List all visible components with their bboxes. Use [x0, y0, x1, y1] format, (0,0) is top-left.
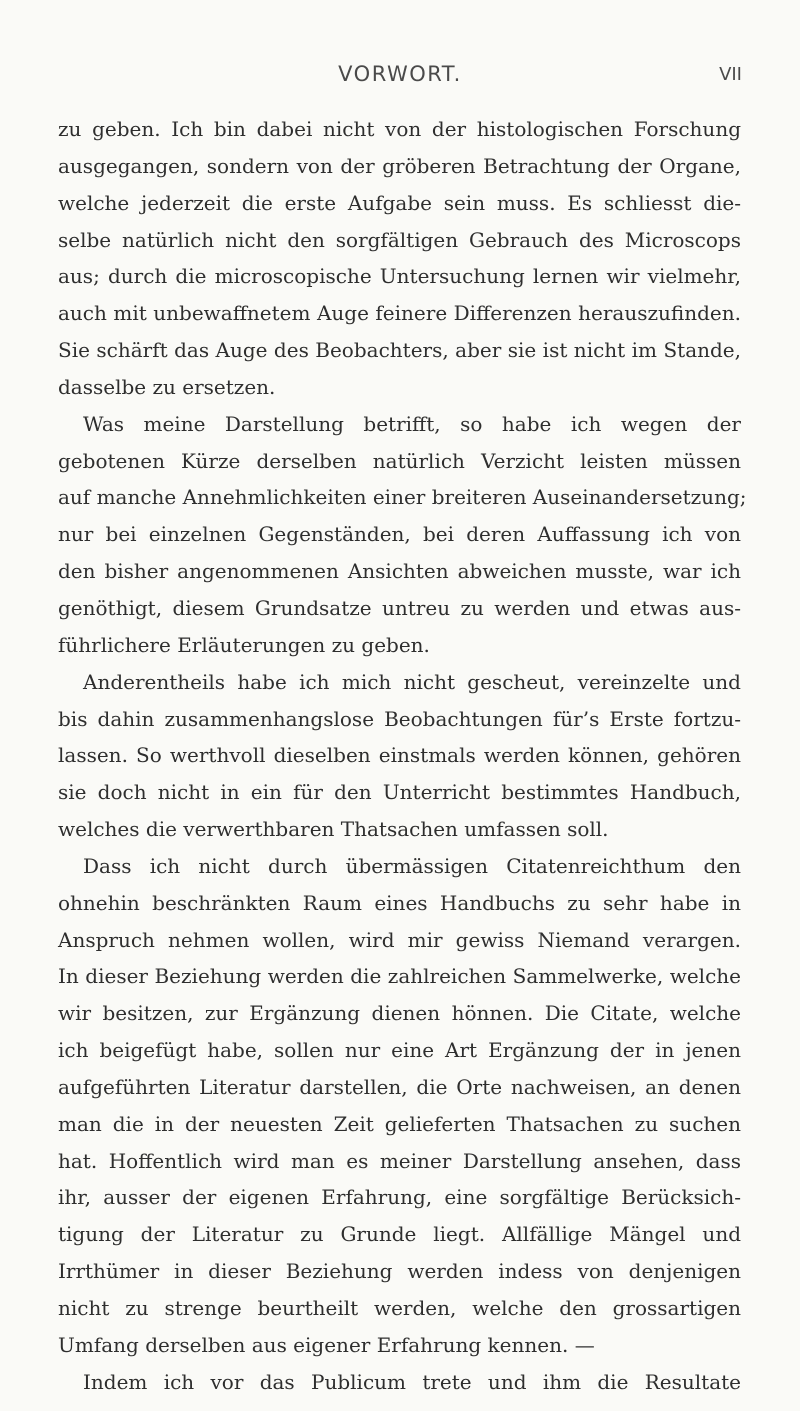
text-line: ausgegangen, sondern von der gröberen Betrachtung der Organe,: [58, 153, 741, 178]
text-line: ohnehin beschränkten Raum eines Handbuchs zu sehr habe in: [58, 890, 741, 915]
text-line: man die in der neuesten Zeit gelieferten Thatsachen zu suchen: [58, 1111, 741, 1136]
text-line: gebotenen Kürze derselben natürlich Verzicht leisten müssen: [58, 448, 741, 473]
text-line: Irrthümer in dieser Beziehung werden indess von denjenigen: [58, 1259, 741, 1284]
text-line: nur bei einzelnen Gegenständen, bei deren Auffassung ich von: [58, 522, 741, 547]
text-line: Sie schärft das Auge des Beobachters, aber sie ist nicht im Stande,: [58, 338, 741, 363]
text-line: auf manche Annehmlichkeiten einer breiteren Auseinandersetzung;: [58, 485, 747, 510]
text-line: welches die verwerthbaren Thatsachen umfassen soll.: [58, 817, 609, 842]
text-line: bis dahin zusammenhangslose Beobachtungen für’s Erste fortzu-: [58, 706, 741, 731]
running-title: VORWORT.: [338, 62, 462, 86]
text-line: lassen. So werthvoll dieselben einstmals werden können, gehören: [58, 743, 741, 768]
text-line: tigung der Literatur zu Grunde liegt. Allfällige Mängel und: [58, 1222, 741, 1247]
body-text: [58, 111, 747, 1401]
text-line: dasselbe zu ersetzen.: [58, 374, 276, 399]
text-line: ihr, ausser der eigenen Erfahrung, eine sorgfältige Berücksich-: [58, 1185, 741, 1210]
page-number: VII: [719, 64, 742, 85]
text-line: zu geben. Ich bin dabei nicht von der histologischen Forschung: [58, 117, 741, 141]
paragraph-first-line: Was meine Darstellung betrifft, so habe ich wegen der: [83, 411, 741, 436]
paragraph-first-line: Anderentheils habe ich mich nicht gescheut, vereinzelte und: [83, 669, 741, 694]
running-head: [0, 62, 800, 92]
text-line: genöthigt, diesem Grundsatze untreu zu werden und etwas aus-: [58, 595, 741, 620]
text-line: welche jederzeit die erste Aufgabe sein muss. Es schliesst die-: [58, 190, 741, 215]
text-line: Anspruch nehmen wollen, wird mir gewiss Niemand verargen.: [58, 927, 741, 952]
text-line: Umfang derselben aus eigener Erfahrung kennen. —: [58, 1332, 595, 1357]
paragraph-first-line: Indem ich vor das Publicum trete und ihm die Resultate: [83, 1369, 741, 1394]
text-line: ich beigefügt habe, sollen nur eine Art Ergänzung der in jenen: [58, 1038, 741, 1063]
text-line: wir besitzen, zur Ergänzung dienen hönnen. Die Citate, welche: [58, 1001, 741, 1026]
text-line: hat. Hoffentlich wird man es meiner Darstellung ansehen, dass: [58, 1148, 741, 1173]
paragraph-first-line: Dass ich nicht durch übermässigen Citatenreichthum den: [83, 853, 741, 878]
text-line: aus; durch die microscopische Untersuchung lernen wir vielmehr,: [58, 264, 741, 289]
text-line: selbe natürlich nicht den sorgfältigen Gebrauch des Microscops: [58, 227, 741, 252]
text-line: den bisher angenommenen Ansichten abweichen musste, war ich: [58, 559, 741, 584]
text-line: nicht zu strenge beurtheilt werden, welche den grossartigen: [58, 1296, 741, 1320]
text-line: sie doch nicht in ein für den Unterricht bestimmtes Handbuch,: [58, 780, 741, 805]
text-line: auch mit unbewaffnetem Auge feinere Differenzen herauszufinden.: [58, 301, 741, 326]
text-line: In dieser Beziehung werden die zahlreichen Sammelwerke, welche: [58, 964, 741, 989]
text-line: führlichere Erläuterungen zu geben.: [58, 632, 430, 657]
text-line: aufgeführten Literatur darstellen, die Orte nachweisen, an denen: [58, 1074, 741, 1099]
